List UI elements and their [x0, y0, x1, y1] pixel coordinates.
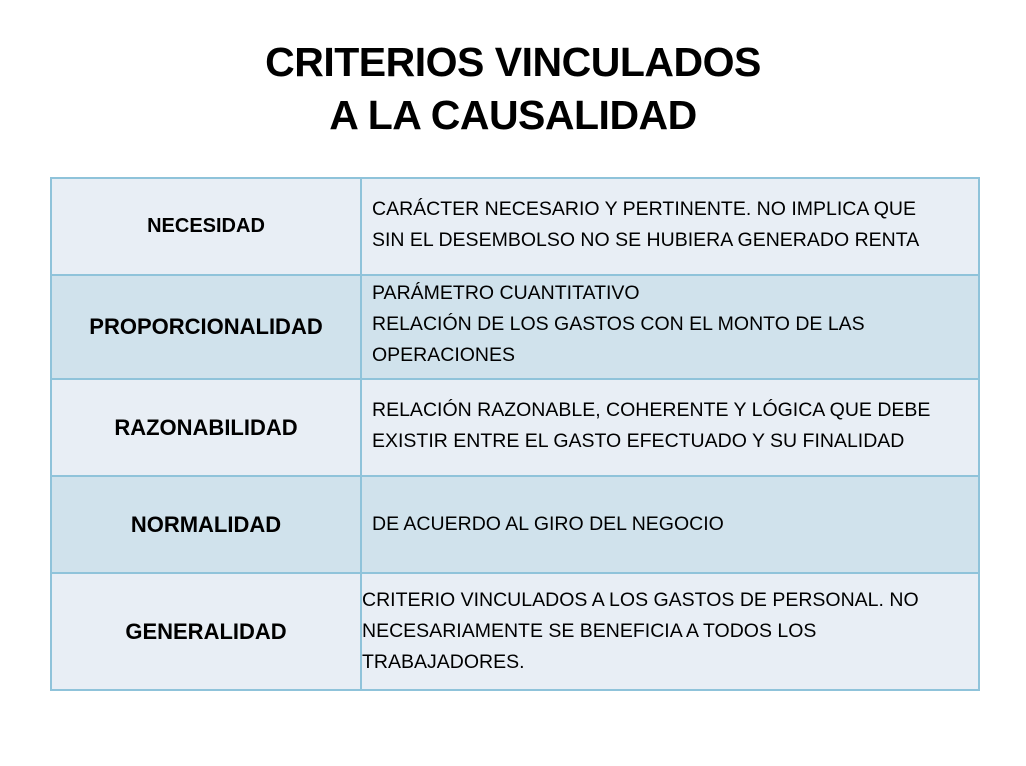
description-line: SIN EL DESEMBOLSO NO SE HUBIERA GENERADO RENTA [372, 228, 920, 251]
criterion-description [362, 574, 978, 689]
criterion-description [362, 380, 978, 475]
title-line-1: CRITERIOS VINCULADOS [265, 39, 761, 85]
criterion-name: RAZONABILIDAD [52, 380, 362, 475]
description-line: OPERACIONES [372, 343, 516, 366]
description-line: EXISTIR ENTRE EL GASTO EFECTUADO Y SU FINALIDAD [372, 429, 905, 452]
criterion-name: PROPORCIONALIDAD [52, 276, 362, 378]
criterion-name: NECESIDAD [52, 179, 362, 274]
page-title [0, 36, 1026, 142]
description-line: PARÁMETRO CUANTITATIVO [372, 281, 640, 304]
table-row [52, 572, 978, 689]
table-row [52, 177, 978, 274]
description-line: RELACIÓN DE LOS GASTOS CON EL MONTO DE LAS [372, 312, 865, 335]
description-line: CARÁCTER NECESARIO Y PERTINENTE. NO IMPLICA QUE [372, 197, 916, 220]
description-line: DE ACUERDO AL GIRO DEL NEGOCIO [372, 513, 724, 535]
description-line: TRABAJADORES. [362, 651, 525, 673]
table-row [52, 378, 978, 475]
table-row [52, 274, 978, 378]
description-line: CRITERIO VINCULADOS A LOS GASTOS DE PERSONAL. NO [362, 589, 919, 611]
criterion-name: NORMALIDAD [52, 477, 362, 572]
criterion-name: GENERALIDAD [52, 574, 362, 689]
criterion-description [362, 276, 978, 378]
description-line: NECESARIAMENTE SE BENEFICIA A TODOS LOS [362, 620, 817, 642]
title-line-2: A LA CAUSALIDAD [329, 92, 697, 138]
description-line: RELACIÓN RAZONABLE, COHERENTE Y LÓGICA QUE DEBE [372, 398, 931, 421]
criterion-description [362, 179, 978, 274]
table-row [52, 475, 978, 572]
criteria-table [50, 177, 980, 691]
criterion-description [362, 477, 978, 572]
